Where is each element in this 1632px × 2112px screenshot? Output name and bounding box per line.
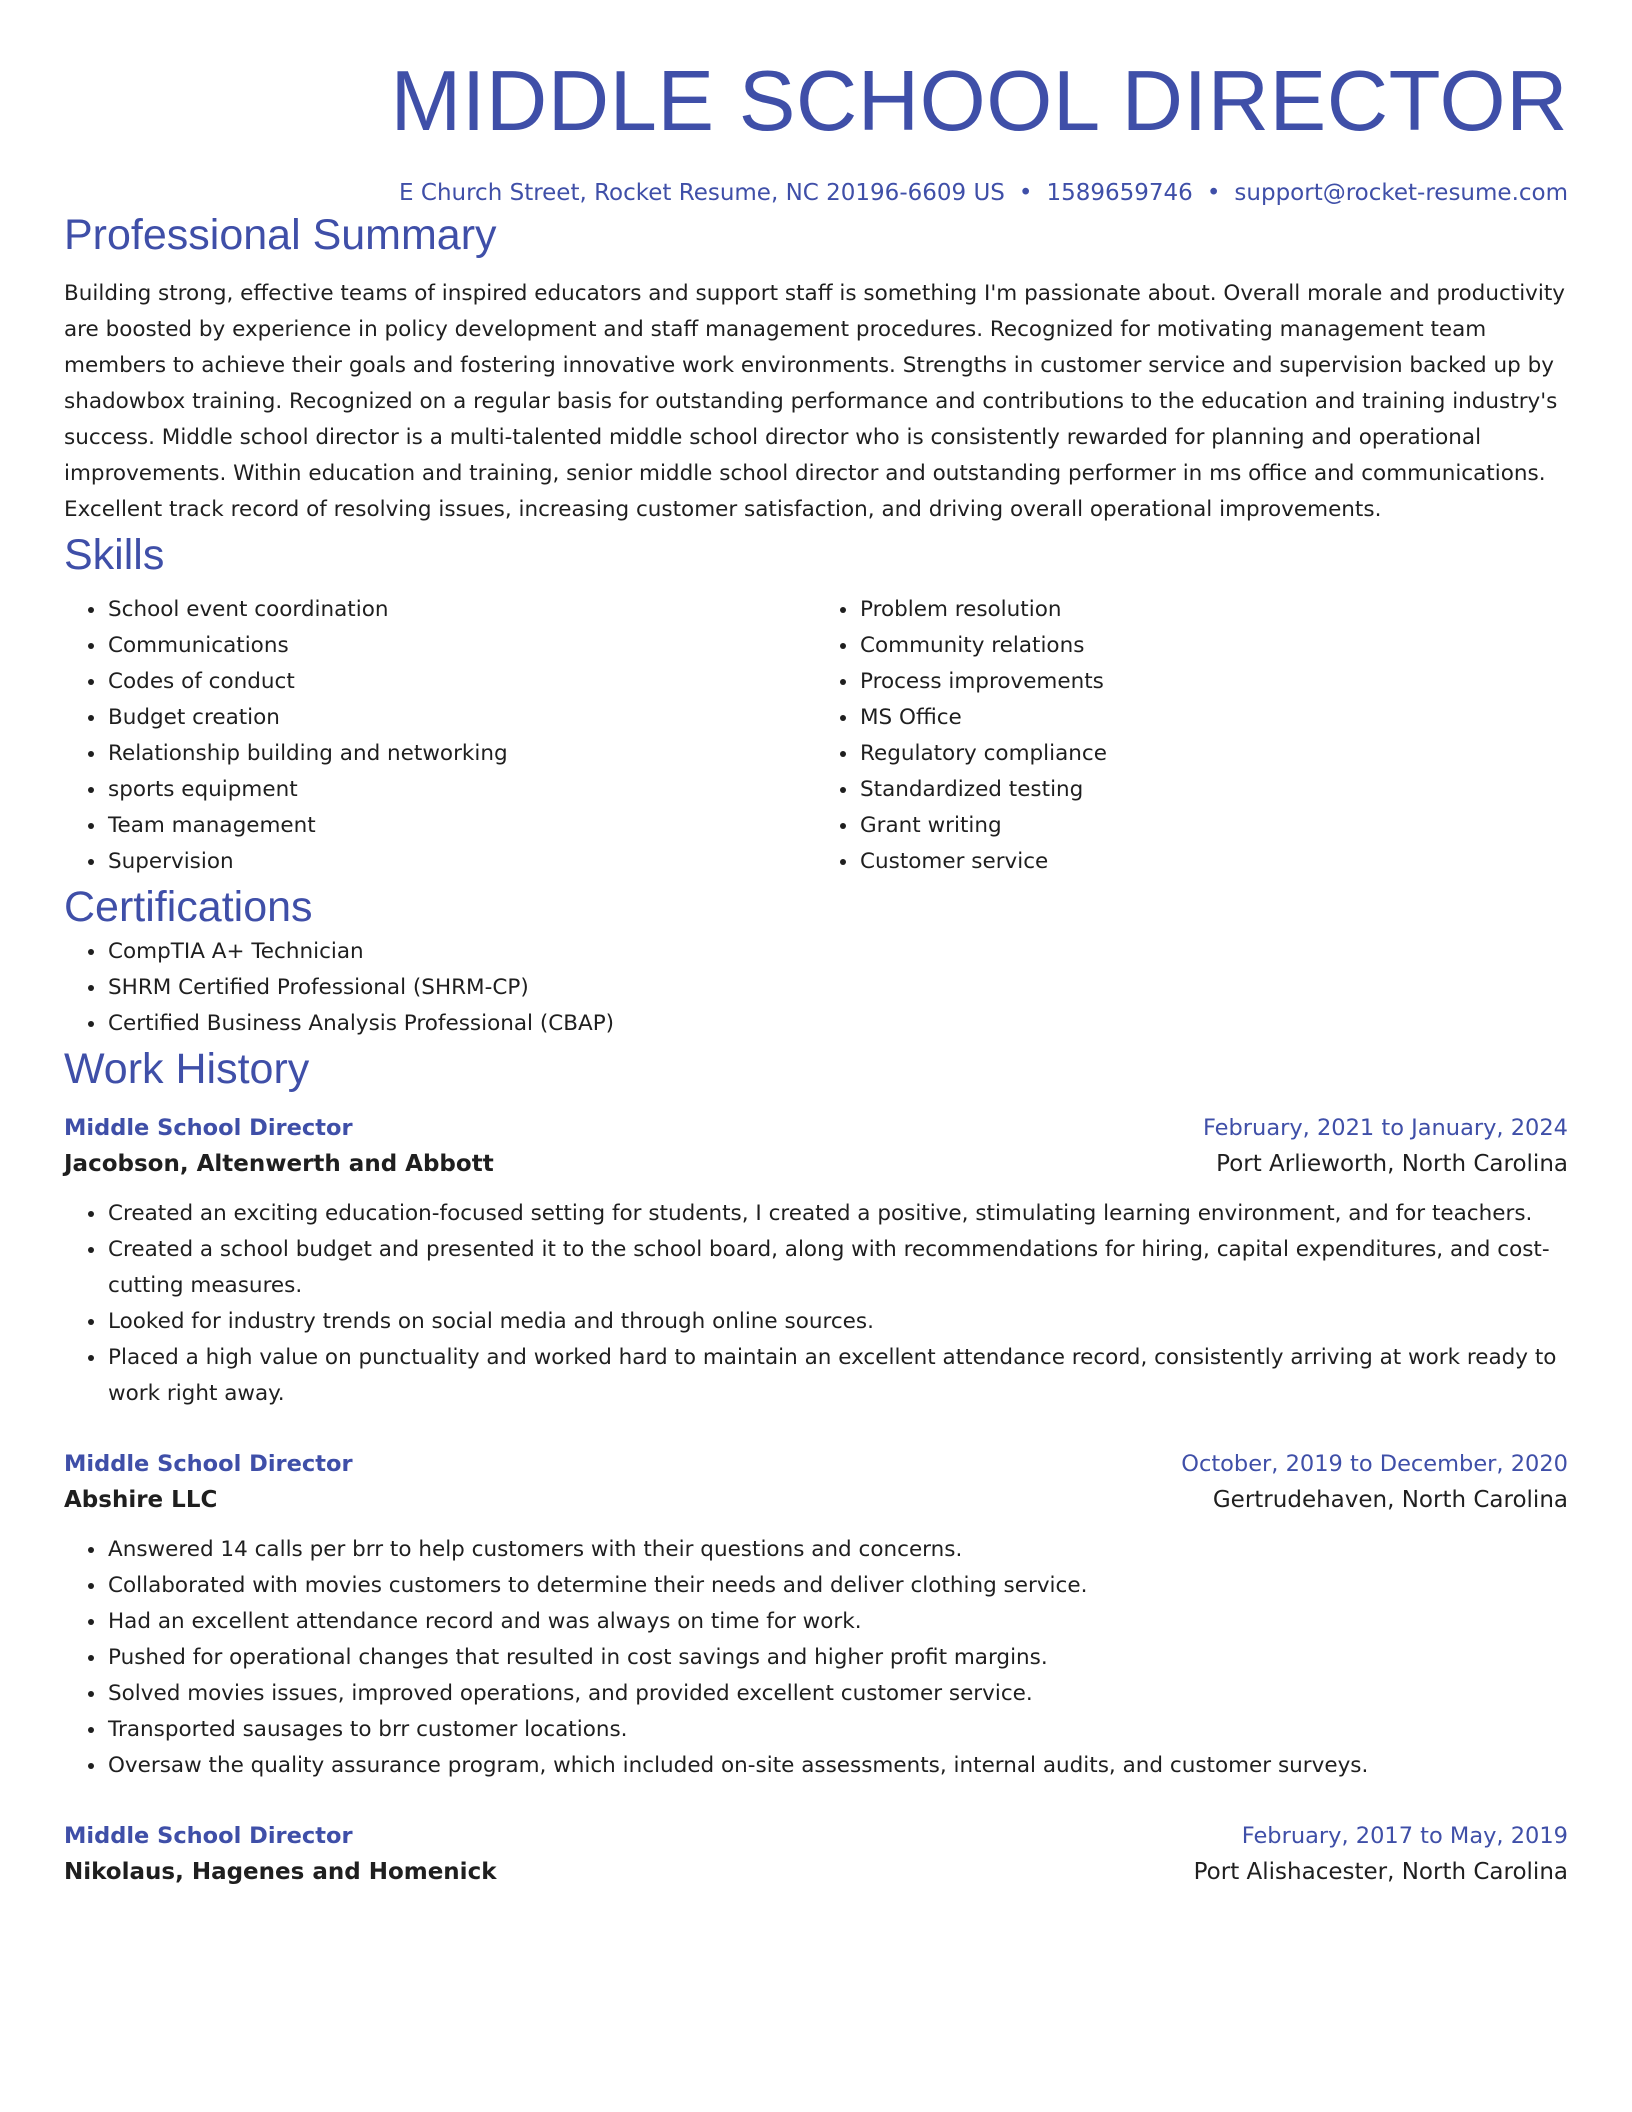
job-bullet: • Created an exciting education-focused setting for students, I created a positive, stimulating learning environment, and for teachers. — [107, 1196, 1568, 1232]
skill-item: • Codes of conduct — [107, 664, 816, 700]
skill-item: • Communications — [107, 628, 816, 664]
skills-heading: Skills — [64, 531, 165, 579]
job-bullet: • Collaborated with movies customers to determine their needs and deliver clothing service. — [107, 1568, 1568, 1604]
job-entry — [64, 1446, 1568, 1784]
job-bullet: • Solved movies issues, improved operations, and provided excellent customer service. — [107, 1676, 1568, 1712]
job-dates: February, 2021 to January, 2024 — [1202, 1115, 1568, 1141]
job-subheader — [64, 1146, 1568, 1182]
job-subheader — [64, 1854, 1568, 1890]
certifications-heading: Certifications — [64, 883, 313, 931]
job-subheader — [64, 1482, 1568, 1518]
job-bullets — [64, 1196, 1568, 1412]
job-location: Port Alishacester, North Carolina — [1193, 1859, 1568, 1885]
summary-text: Building strong, effective teams of inspired educators and support staff is something I'm passionate about. Overall morale and productivity are boosted by experience in policy development and staff management procedures. Recognized for motivating management team members to achieve their goals and fostering innovative work environments. Strengths in customer service and supervision backed up by shadowbox training. Recognized on a regular basis for outstanding performance and contributions to the education and training industry's success. Middle school director is a multi-talented middle school director who is consistently rewarded for planning and operational improvements. Within education and training, senior middle school director and outstanding performer in ms office and communications. Excellent track record of resolving issues, increasing customer satisfaction, and driving overall operational improvements. — [64, 281, 1566, 522]
skill-item: • Supervision — [107, 844, 816, 880]
skill-item: • MS Office — [859, 700, 1568, 736]
contact-separator: • — [1018, 180, 1033, 206]
certification-item: • CompTIA A+ Technician — [107, 934, 1568, 970]
certification-item: • SHRM Certified Professional (SHRM-CP) — [107, 970, 1568, 1006]
job-bullet: • Created a school budget and presented it to the school board, along with recommendations for hiring, capital expenditures, and cost-cutting measures. — [107, 1232, 1568, 1304]
job-location: Gertrudehaven, North Carolina — [1212, 1487, 1568, 1513]
contact-address: E Church Street, Rocket Resume, NC 20196-6609 US — [399, 180, 1005, 206]
skills-list-right — [816, 592, 1568, 880]
skill-item: • Standardized testing — [859, 772, 1568, 808]
skill-item: • Regulatory compliance — [859, 736, 1568, 772]
certifications-list — [64, 934, 1568, 1042]
skill-item: • Budget creation — [107, 700, 816, 736]
job-dates: February, 2017 to May, 2019 — [1241, 1823, 1568, 1849]
job-company: Abshire LLC — [64, 1487, 218, 1513]
skill-item: • Relationship building and networking — [107, 736, 816, 772]
job-bullets — [64, 1532, 1568, 1784]
skill-item: • Community relations — [859, 628, 1568, 664]
skill-item: • Customer service — [859, 844, 1568, 880]
job-bullet: • Had an excellent attendance record and was always on time for work. — [107, 1604, 1568, 1640]
job-company: Jacobson, Altenwerth and Abbott — [64, 1151, 494, 1177]
job-title: Middle School Director — [64, 1115, 353, 1141]
job-bullet: • Pushed for operational changes that resulted in cost savings and higher profit margins. — [107, 1640, 1568, 1676]
skill-item: • School event coordination — [107, 592, 816, 628]
work-history-heading: Work History — [64, 1045, 310, 1093]
skills-list-left — [64, 592, 816, 880]
contact-separator: • — [1206, 180, 1221, 206]
job-header — [64, 1110, 1568, 1146]
summary-heading: Professional Summary — [64, 211, 497, 259]
certification-item: • Certified Business Analysis Professional (CBAP) — [107, 1006, 1568, 1042]
job-entry — [64, 1818, 1568, 1890]
job-header — [64, 1818, 1568, 1854]
job-bullet: • Answered 14 calls per brr to help customers with their questions and concerns. — [107, 1532, 1568, 1568]
contact-email[interactable]: support@rocket-resume.com — [1234, 180, 1568, 206]
contact-phone: 1589659746 — [1046, 180, 1193, 206]
job-location: Port Arlieworth, North Carolina — [1216, 1151, 1568, 1177]
resume-title: MIDDLE SCHOOL DIRECTOR — [390, 54, 1568, 149]
job-bullet: • Oversaw the quality assurance program, which included on-site assessments, internal audits, and customer surveys. — [107, 1748, 1568, 1784]
job-bullet: • Transported sausages to brr customer locations. — [107, 1712, 1568, 1748]
job-bullet: • Placed a high value on punctuality and worked hard to maintain an excellent attendance record, consistently arriving at work ready to work right away. — [107, 1340, 1568, 1412]
job-entry — [64, 1110, 1568, 1412]
job-company: Nikolaus, Hagenes and Homenick — [64, 1859, 497, 1885]
skill-item: • Grant writing — [859, 808, 1568, 844]
job-dates: October, 2019 to December, 2020 — [1181, 1451, 1568, 1477]
contact-line — [64, 178, 1568, 208]
skills-grid — [64, 592, 1568, 880]
job-bullet: • Looked for industry trends on social media and through online sources. — [107, 1304, 1568, 1340]
skill-item: • Team management — [107, 808, 816, 844]
job-title: Middle School Director — [64, 1451, 353, 1477]
skill-item: • sports equipment — [107, 772, 816, 808]
job-header — [64, 1446, 1568, 1482]
skill-item: • Process improvements — [859, 664, 1568, 700]
skill-item: • Problem resolution — [859, 592, 1568, 628]
job-title: Middle School Director — [64, 1823, 353, 1849]
